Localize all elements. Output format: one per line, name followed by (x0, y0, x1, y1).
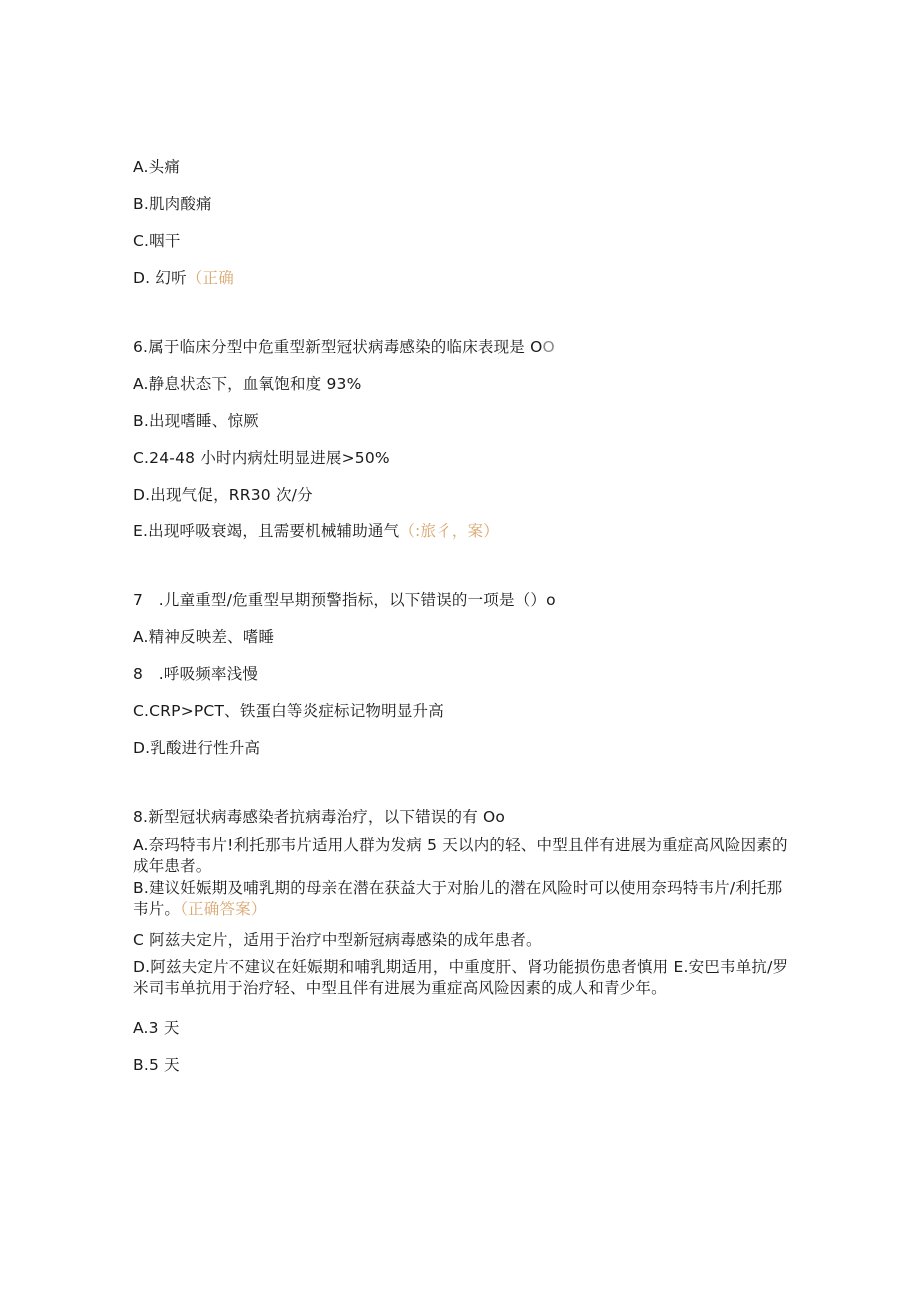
q6-option-c: C.24-48 小时内病灶明显进展>50% (133, 449, 390, 467)
q7-option-c: C.CRP>PCT、铁蛋白等炎症标记物明显升高 (133, 702, 444, 720)
q9-option-b: B.5 天 (133, 1056, 180, 1074)
q6-answer-mark: （:旅彳，案） (399, 522, 499, 540)
q7-stem: 7 .儿童重型/危重型早期预警指标，以下错误的一项是（）o (133, 591, 556, 609)
q7-option-b: 8 .呼吸频率浅慢 (133, 665, 259, 683)
q8-option-a: A.奈玛特韦片!利托那韦片适用人群为发病 5 天以内的轻、中型且伴有进展为重症高风险因素的成年患者。 (133, 836, 788, 875)
q5-option-b: B.肌肉酸痛 (133, 195, 212, 213)
q5-answer-mark: （正确 (186, 269, 234, 287)
q7-option-d: D.乳酸进行性升高 (133, 739, 261, 757)
q5-option-d-text: D. 幻听 (133, 269, 187, 287)
q5-option-c: C.咽干 (133, 232, 181, 250)
q6-option-a: A.静息状态下，血氧饱和度 93% (133, 375, 362, 393)
q8-option-c: C 阿兹夫定片，适用于治疗中型新冠病毒感染的成年患者。 (133, 931, 542, 949)
q6-option-e (133, 521, 499, 541)
q6-stem (133, 337, 555, 357)
q6-stem-mark: O (542, 338, 555, 356)
q7-option-a: A.精神反映差、嗜睡 (133, 628, 275, 646)
q8-option-d: D.阿兹夫定片不建议在妊娠期和哺乳期适用，中重度肝、肾功能损伤患者慎用 E.安巴韦单抗/罗米司韦单抗用于治疗轻、中型且伴有进展为重症高风险因素的成人和青少年。 (133, 958, 789, 997)
q8-answer-mark: （正确答案） (180, 900, 267, 918)
q8-option-b (133, 878, 793, 920)
q8-stem: 8.新型冠状病毒感染者抗病毒治疗，以下错误的有 Oo (133, 808, 506, 826)
q8-option-b-text: B.建议妊娠期及哺乳期的母亲在潜在获益大于对胎儿的潜在风险时可以使用奈玛特韦片/利托那韦片。 (133, 879, 783, 918)
q5-option-d (133, 268, 234, 288)
q6-option-b: B.出现嗜睡、惊厥 (133, 412, 259, 430)
q5-option-a: A.头痛 (133, 158, 181, 176)
q6-stem-text: 6.属于临床分型中危重型新型冠状病毒感染的临床表现是 O (133, 338, 543, 356)
q6-option-d: D.出现气促，RR30 次/分 (133, 486, 313, 504)
q9-option-a: A.3 天 (133, 1019, 180, 1037)
q6-option-e-text: E.出现呼吸衰竭，且需要机械辅助通气 (133, 522, 400, 540)
